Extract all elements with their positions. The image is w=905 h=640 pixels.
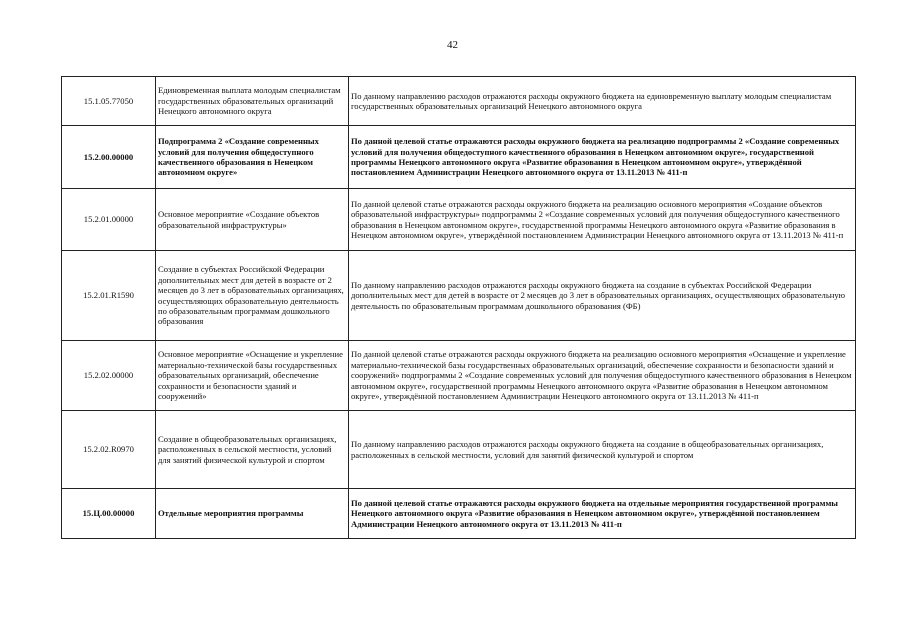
target-article-description: По данному направлению расходов отражаются расходы окружного бюджета на единовременную выплату молодым специалистам государственных образовательных организаций Ненецкого автономного округа	[349, 77, 856, 126]
target-article-code: 15.Ц.00.00000	[62, 489, 156, 539]
target-article-name: Создание в общеобразовательных организациях, расположенных в сельской местности, условий для занятий физической культурой и спортом	[156, 411, 349, 489]
target-article-description: По данной целевой статье отражаются расходы окружного бюджета на реализацию основного мероприятия «Оснащение и укрепление материально-технической базы государственных образовательных организаций, обеспечение сохранности и безопасности зданий и сооружений» подпрограммы 2 «Создание современных условий для получения общедоступного качественного образования в Ненецком автономном округе», государственной программы Ненецкого автономного округа «Развитие образования в Ненецком автономном округе», утверждённой постановлением Администрации Ненецкого автономного округа от 13.11.2013 № 411-п	[349, 341, 856, 411]
target-article-code: 15.2.01.R1590	[62, 251, 156, 341]
target-article-name: Отдельные мероприятия программы	[156, 489, 349, 539]
page-number: 42	[447, 39, 458, 51]
target-article-name: Основное мероприятие «Создание объектов образовательной инфраструктуры»	[156, 189, 349, 251]
target-article-description: По данной целевой статье отражаются расходы окружного бюджета на реализацию основного мероприятия «Создание объектов образовательной инфраструктуры» подпрограммы 2 «Создание современных условий для получения общедоступного качественного образования в Ненецком автономном округе», государственной программы Ненецкого автономного округа «Развитие образования в Ненецком автономном округе», утверждённой постановлением Администрации Ненецкого автономного округа от 13.11.2013 № 411-п	[349, 189, 856, 251]
table-row	[62, 489, 856, 539]
target-article-description: По данной целевой статье отражаются расходы окружного бюджета на реализацию подпрограммы 2 «Создание современных условий для получения общедоступного качественного образования в Ненецком автономном округе», государственной программы Ненецкого автономного округа «Развитие образования в Ненецком автономном округе», утверждённой постановлением Администрации Ненецкого автономного округа от 13.11.2013 № 411-п	[349, 126, 856, 189]
target-article-name: Единовременная выплата молодым специалистам государственных образовательных организаций Ненецкого автономного округа	[156, 77, 349, 126]
target-article-name: Создание в субъектах Российской Федерации дополнительных мест для детей в возрасте от 2 месяцев до 3 лет в образовательных организациях, осуществляющих образовательную деятельность по образовательным программам дошкольного образования	[156, 251, 349, 341]
target-article-description: По данному направлению расходов отражаются расходы окружного бюджета на создание в субъектах Российской Федерации дополнительных мест для детей в возрасте от 2 месяцев до 3 лет в образовательных организациях, осуществляющих образовательную деятельность по образовательным программам дошкольного образования (ФБ)	[349, 251, 856, 341]
table-row	[62, 251, 856, 341]
table-row	[62, 77, 856, 126]
table-row	[62, 126, 856, 189]
target-article-code: 15.2.00.00000	[62, 126, 156, 189]
budget-classification-table	[61, 76, 856, 539]
target-article-description: По данной целевой статье отражаются расходы окружного бюджета на отдельные мероприятия государственной программы Ненецкого автономного округа «Развитие образования в Ненецком автономном округе», утверждённой постановлением Администрации Ненецкого автономного округа от 13.11.2013 № 411-п	[349, 489, 856, 539]
target-article-name: Основное мероприятие «Оснащение и укрепление материально-технической базы государственных образовательных организаций, обеспечение сохранности и безопасности зданий и сооружений»	[156, 341, 349, 411]
table-row	[62, 189, 856, 251]
target-article-name: Подпрограмма 2 «Создание современных условий для получения общедоступного качественного образования в Ненецком автономном округе»	[156, 126, 349, 189]
target-article-code: 15.2.01.00000	[62, 189, 156, 251]
table-row	[62, 411, 856, 489]
target-article-code: 15.2.02.00000	[62, 341, 156, 411]
table-row	[62, 341, 856, 411]
target-article-code: 15.1.05.77050	[62, 77, 156, 126]
target-article-code: 15.2.02.R0970	[62, 411, 156, 489]
target-article-description: По данному направлению расходов отражаются расходы окружного бюджета на создание в общеобразовательных организациях, расположенных в сельской местности, условий для занятий физической культурой и спортом	[349, 411, 856, 489]
